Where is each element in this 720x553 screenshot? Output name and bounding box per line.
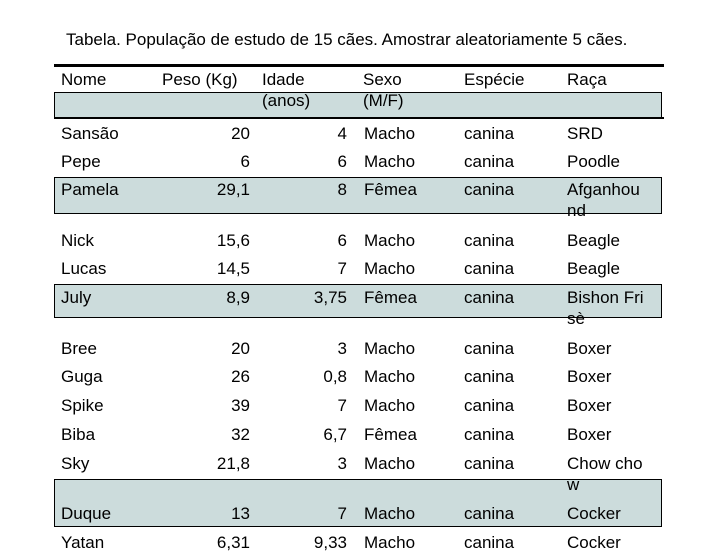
cell-peso: 26 (231, 367, 250, 386)
cell-especie: canina (464, 259, 515, 278)
cell-peso: 29,1 (216, 180, 250, 199)
cell-especie: canina (464, 425, 515, 444)
cell-peso: 32 (231, 425, 250, 444)
header-peso: Peso (Kg) (162, 70, 238, 89)
cell-especie: canina (464, 367, 515, 386)
cell-nome: Spike (61, 396, 104, 415)
cell-sexo: Fêmea (364, 425, 417, 444)
cell-nome: Pepe (61, 152, 101, 171)
cell-sexo: Macho (364, 152, 416, 171)
cell-peso: 14,5 (216, 259, 250, 278)
header-rule (54, 117, 664, 119)
cell-nome: Nick (61, 231, 95, 250)
cell-especie: canina (464, 396, 515, 415)
cell-especie: canina (464, 152, 515, 171)
header-idade: Idade (anos) (262, 70, 311, 110)
cell-idade: 6 (337, 231, 347, 250)
cell-idade: 6 (337, 152, 347, 171)
cell-especie: canina (464, 339, 515, 358)
cell-nome: Duque (61, 504, 112, 523)
cell-peso: 15,6 (216, 231, 250, 250)
cell-peso: 8,9 (226, 288, 250, 307)
cell-raca: Beagle (567, 231, 620, 250)
cell-sexo: Macho (364, 259, 416, 278)
cell-peso: 20 (231, 339, 250, 358)
cell-idade: 3 (337, 454, 347, 473)
cell-raca: Chow chow (567, 454, 643, 494)
cell-sexo: Fêmea (364, 180, 417, 199)
cell-idade: 4 (337, 124, 347, 143)
cell-especie: canina (464, 231, 515, 250)
cell-nome: Guga (61, 367, 103, 386)
cell-peso: 39 (231, 396, 250, 415)
cell-idade: 3 (337, 339, 347, 358)
header-sexo: Sexo (M/F) (363, 70, 404, 110)
header-nome: Nome (61, 70, 107, 89)
cell-raca: Boxer (567, 339, 612, 358)
cell-peso: 13 (231, 504, 250, 523)
cell-sexo: Macho (364, 454, 416, 473)
cell-raca: Poodle (567, 152, 620, 171)
cell-sexo: Macho (364, 367, 416, 386)
cell-idade: 7 (337, 259, 347, 278)
cell-raca: Afganhound (567, 180, 640, 220)
cell-nome: July (61, 288, 92, 307)
cell-idade: 7 (337, 396, 347, 415)
cell-nome: Biba (61, 425, 96, 444)
cell-especie: canina (464, 180, 515, 199)
cell-nome: Yatan (61, 533, 105, 552)
cell-peso: 6,31 (216, 533, 250, 552)
cell-nome: Sansão (61, 124, 119, 143)
cell-raca: Boxer (567, 396, 612, 415)
cell-idade: 0,8 (323, 367, 347, 386)
cell-nome: Bree (61, 339, 97, 358)
cell-nome: Lucas (61, 259, 107, 278)
cell-idade: 6,7 (323, 425, 347, 444)
cell-peso: 6 (240, 152, 250, 171)
header-raca: Raça (567, 70, 607, 89)
cell-sexo: Macho (364, 339, 416, 358)
cell-idade: 7 (337, 504, 347, 523)
cell-raca: Bishon Frisè (567, 288, 644, 328)
table-header (54, 66, 664, 112)
header-especie: Espécie (464, 70, 525, 89)
table-caption: Tabela. População de estudo de 15 cães. Amostrar aleatoriamente 5 cães. (66, 30, 628, 49)
cell-raca: Cocker (567, 504, 621, 523)
cell-nome: Pamela (61, 180, 119, 199)
cell-idade: 9,33 (313, 533, 347, 552)
cell-idade: 3,75 (313, 288, 347, 307)
cell-nome: Sky (61, 454, 90, 473)
cell-raca: SRD (567, 124, 603, 143)
cell-raca: Cocker (567, 533, 621, 552)
cell-sexo: Fêmea (364, 288, 417, 307)
cell-raca: Boxer (567, 425, 612, 444)
cell-sexo: Macho (364, 533, 416, 552)
cell-sexo: Macho (364, 396, 416, 415)
cell-raca: Boxer (567, 367, 612, 386)
cell-peso: 20 (231, 124, 250, 143)
cell-peso: 21,8 (216, 454, 250, 473)
cell-especie: canina (464, 454, 515, 473)
cell-sexo: Macho (364, 124, 416, 143)
cell-raca: Beagle (567, 259, 620, 278)
cell-idade: 8 (337, 180, 347, 199)
cell-especie: canina (464, 504, 515, 523)
cell-especie: canina (464, 533, 515, 552)
cell-especie: canina (464, 124, 515, 143)
cell-especie: canina (464, 288, 515, 307)
cell-sexo: Macho (364, 231, 416, 250)
cell-sexo: Macho (364, 504, 416, 523)
